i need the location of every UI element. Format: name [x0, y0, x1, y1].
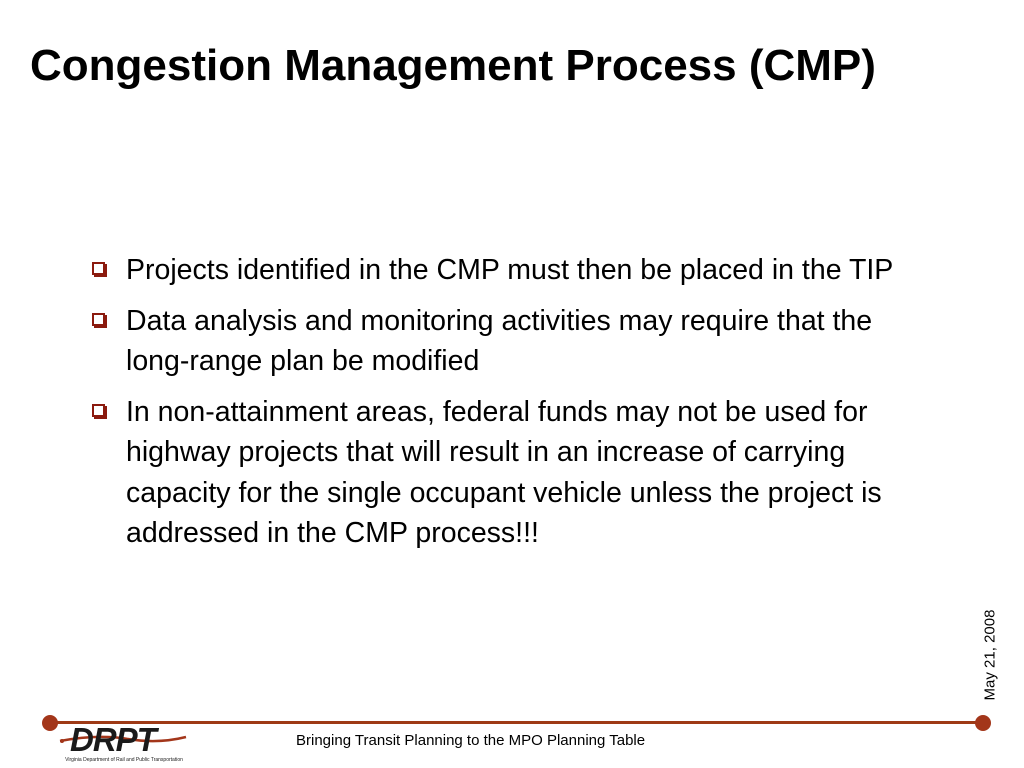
bullet-text: In non-attainment areas, federal funds may not be used for highway projects that will result in an increase of carrying capacity for the single occupant vehicle unless the project is addressed in the CMP process!!! — [126, 395, 882, 549]
bullet-text: Projects identified in the CMP must then be placed in the TIP — [126, 254, 894, 286]
bullet-text: Data analysis and monitoring activities may require that the long-range plan be modified — [126, 304, 873, 377]
footer-dot-right — [975, 715, 991, 731]
slide-date: May 21, 2008 — [981, 609, 999, 701]
logo-subtitle: Virginia Department of Rail and Public Transportation — [65, 757, 183, 763]
bullet-list — [88, 250, 938, 564]
slide-title: Congestion Management Process (CMP) — [30, 41, 876, 90]
footer-dot-left — [42, 715, 58, 731]
logo-text: DRPT — [70, 721, 156, 758]
square-bullet-icon — [92, 262, 105, 275]
drpt-logo — [58, 721, 190, 768]
square-bullet-icon — [92, 313, 105, 326]
bullet-item — [88, 250, 938, 291]
bullet-item — [88, 392, 938, 554]
square-bullet-icon — [92, 404, 105, 417]
footer-text: Bringing Transit Planning to the MPO Planning Table — [296, 732, 646, 749]
bullet-item — [88, 301, 938, 382]
